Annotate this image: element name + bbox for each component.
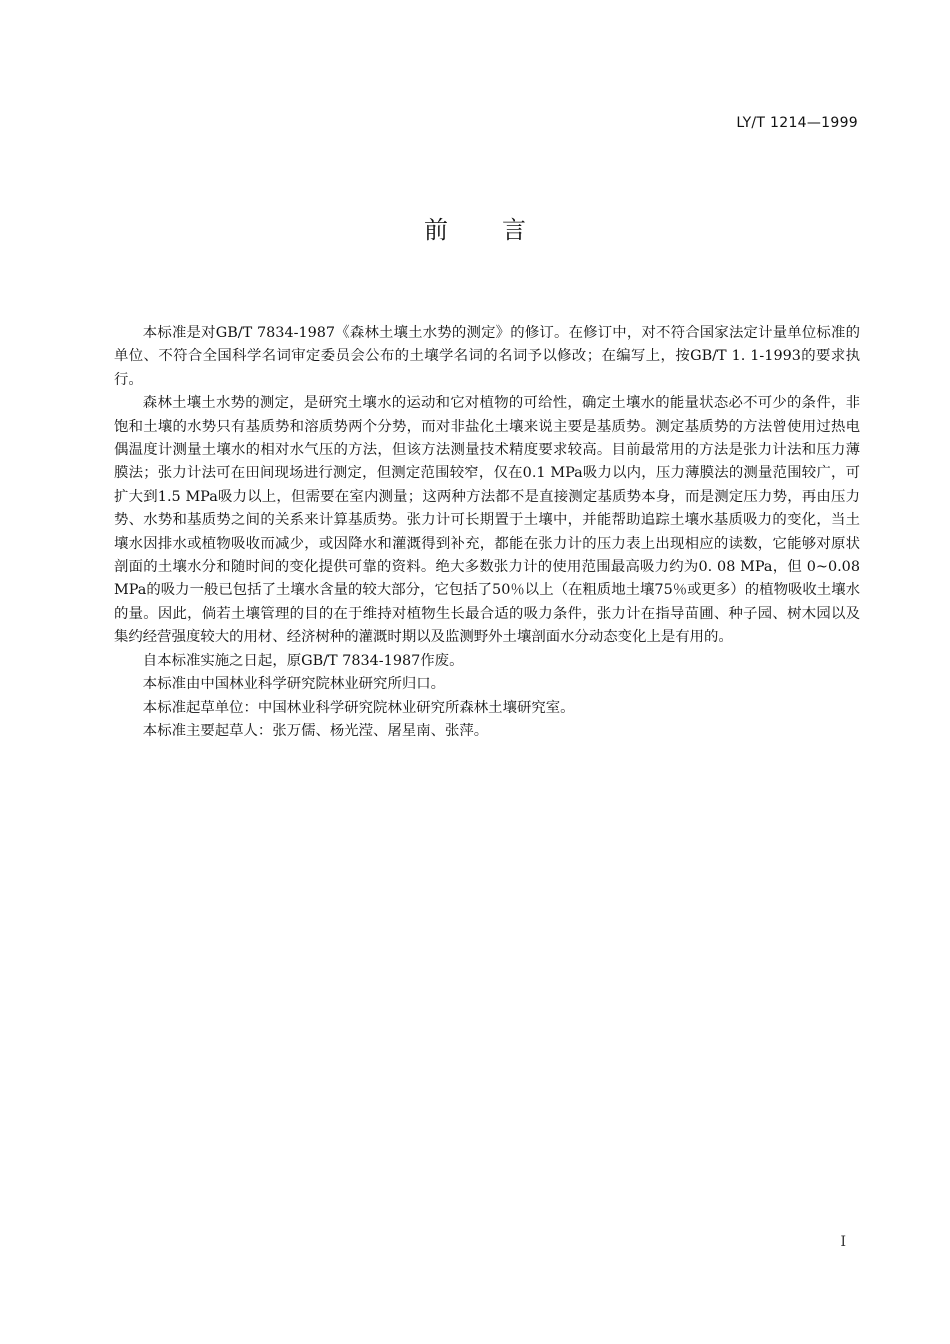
paragraph-drafters: 本标准主要起草人：张万儒、杨光滢、屠星南、张萍。 [142,722,489,739]
paragraph-drafting-unit: 本标准起草单位：中国林业科学研究院林业研究所森林土壤研究室。 [142,699,575,716]
standard-code: LY/T 1214—1999 [736,115,858,131]
body-text [114,322,860,743]
paragraph-supersedes: 自本标准实施之日起，原GB/T 7834-1987作废。 [142,652,464,669]
page-number: I [840,1234,846,1250]
paragraph-method-overview: 森林土壤土水势的测定，是研究土壤水的运动和它对植物的可给性，确定土壤水的能量状态必不可少的条件，非饱和土壤的水势只有基质势和溶质势两个分势，而对非盐化土壤来说主要是基质势。测定基质势的方法曾使用过热电偶温度计测量土壤水的相对水气压的方法，但该方法测量技术精度要求较高。目前最常用的方法是张力计法和压力薄膜法；张力计法可在田间现场进行测定，但测定范围较窄，仅在0.1 MPa吸力以内，压力薄膜法的测量范围较广，可扩大到1.5 MPa吸力以上，但需要在室内测量；这两种方法都不是直接测定基质势本身，而是测定压力势，再由压力势、水势和基质势之间的关系来计算基质势。张力计可长期置于土壤中，并能帮助追踪土壤水基质吸力的变化，当土壤水因排水或植物吸收而减少，或因降水和灌溉得到补充，都能在张力计的压力表上出现相应的读数，它能够对原状剖面的土壤水分和随时间的变化提供可靠的资料。绝大多数张力计的使用范围最高吸力约为0. 08 MPa，但 0~0.08 MPa的吸力一般已包括了土壤水含量的较大部分，它包括了50％以上（在粗质地土壤75％或更多）的植物吸收土壤水的量。因此，倘若土壤管理的目的在于维持对植物生长最合适的吸力条件，张力计在指导苗圃、种子园、树木园以及集约经营强度较大的用材、经济树种的灌溉时期以及监测野外土壤剖面水分动态变化上是有用的。 [114,395,860,646]
paragraph-centralized-by: 本标准由中国林业科学研究院林业研究所归口。 [142,676,446,693]
page-title: 前言 [424,216,580,244]
paragraph-revision-note: 本标准是对GB/T 7834-1987《森林土壤土水势的测定》的修订。在修订中，对不符合国家法定计量单位标准的单位、不符合全国科学名词审定委员会公布的土壤学名词的名词予以修改；在编写上，按GB/T 1. 1-1993的要求执行。 [114,325,860,388]
